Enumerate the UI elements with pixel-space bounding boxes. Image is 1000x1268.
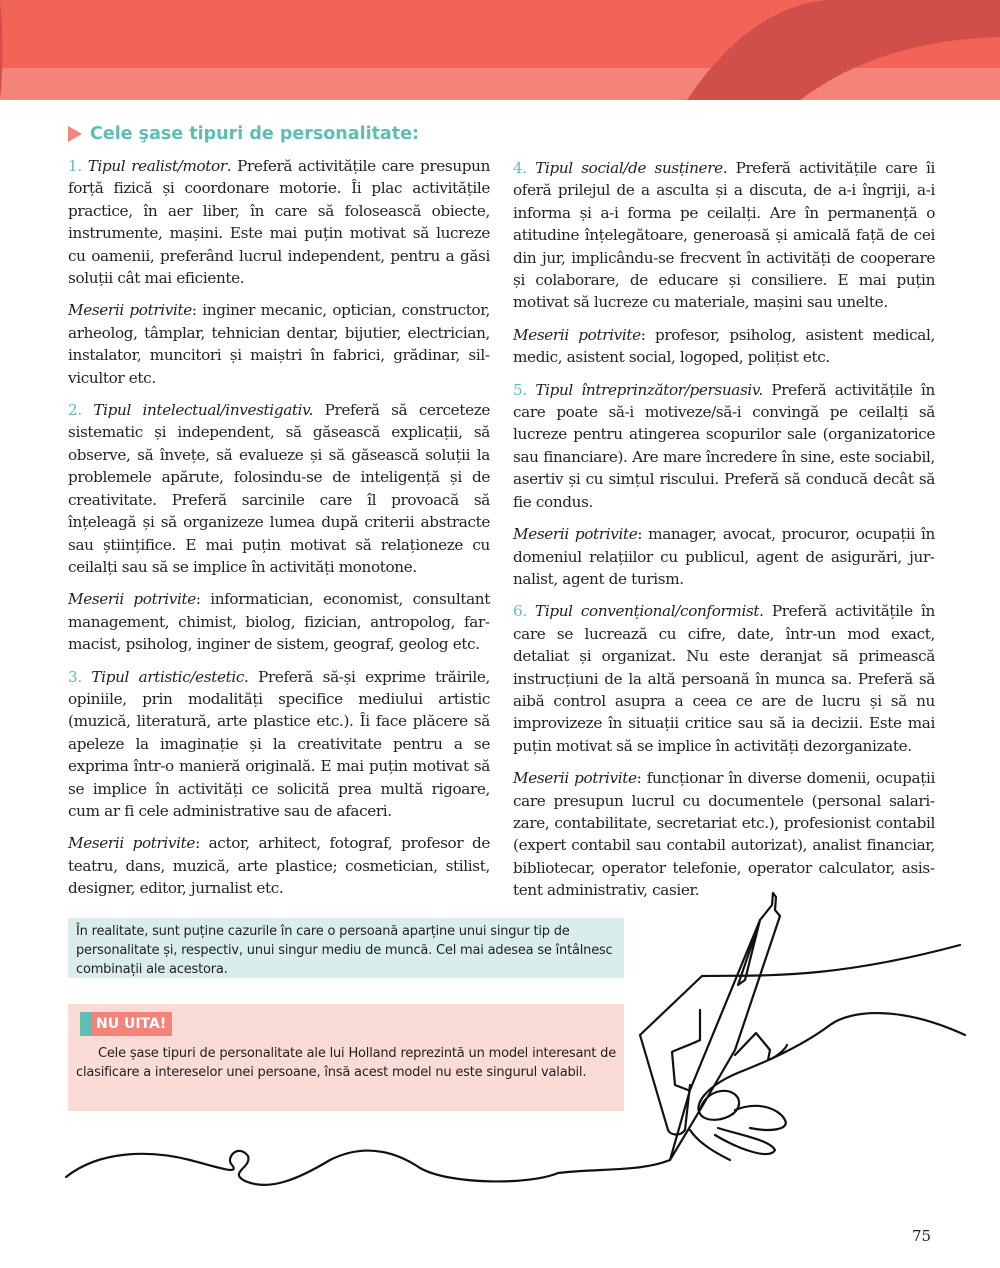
type-2-paragraph bbox=[68, 399, 490, 578]
jobs-list: : manager, avocat, procuror, ocupații în domeniul relațiilor cu publicul, agent de asigurări, jurnalist, agent de turism. bbox=[513, 525, 935, 588]
type-1-jobs bbox=[68, 299, 490, 389]
triangle-bullet-icon bbox=[68, 126, 82, 142]
jobs-list: : profesor, psiholog, asistent medical, medic, asistent social, logoped, polițist etc. bbox=[513, 325, 935, 367]
type-4-jobs bbox=[513, 324, 935, 369]
type-number: 2. bbox=[68, 401, 82, 420]
decorative-arc-banner bbox=[0, 0, 1000, 100]
type-name: Tipul întreprinzător/persuasiv. bbox=[535, 380, 763, 399]
hand-writing-pen-icon bbox=[0, 870, 1000, 1190]
type-name: Tipul convențional/conformist. bbox=[535, 602, 764, 621]
page-number: 75 bbox=[912, 1227, 932, 1245]
jobs-label: Meserii potrivite bbox=[68, 301, 192, 320]
jobs-list: : funcționar în diverse domenii, ocupații care presupun lucrul cu documentele (personal salarizare, contabilitate, secretariat etc.), profesionist contabil (expert contabil sau contabil autorizat), analist financiar, bibliotecar, operator telefonie, operator calculator, asistent administrativ, casier. bbox=[513, 769, 935, 900]
right-column bbox=[513, 157, 935, 912]
type-description: . Preferă activitățile care presupun forță fizică și coordonare motorie. Îi plac activitățile practice, în aer liber, în care să folosească obiecte, instrumente, mașini. Este mai puțin motivat să lucreze cu oamenii, preferând lucrul independent, pentru a găsi soluții cât mai eficiente. bbox=[68, 157, 490, 288]
type-number: 5. bbox=[513, 380, 527, 399]
jobs-list: : actor, arhitect, fotograf, profesor de teatru, dans, muzică, arte plastice; cosmetician, stilist, designer, editor, jurnalist etc. bbox=[68, 834, 490, 898]
section-title bbox=[68, 124, 419, 144]
type-2-jobs bbox=[68, 588, 490, 655]
page-header-banner bbox=[0, 0, 1000, 100]
reminder-text: Cele șase tipuri de personalitate ale lui Holland reprezintă un model interesant de clasificare a intereselor unei persoane, însă acest model nu este singurul valabil. bbox=[76, 1046, 616, 1080]
reminder-label-text: NU UITA! bbox=[92, 1012, 172, 1036]
type-name: Tipul social/de susținere. bbox=[535, 159, 728, 177]
jobs-label: Meserii potrivite bbox=[68, 834, 196, 853]
info-box-text: În realitate, sunt puține cazurile în care o persoană aparține unui singur tip de personalitate și, respectiv, unui singur mediu de muncă. Cel mai adesea se întâlnesc combinații ale acestora. bbox=[76, 924, 613, 977]
type-description: Preferă activitățile în care poate să-i motiveze/să-i convingă pe ceilalți să lucreze pentru atingerea scopurilor sale (organizatorice sau financiare). Are mare încredere în sine, este sociabil, asertiv și cu simțul riscului. Preferă să conducă decât să fie condus. bbox=[513, 380, 935, 511]
type-description: Preferă activitățile care îi oferă prilejul de a asculta și a discuta, de a-i îngriji, a-i informa și a-i forma pe ceilalți. Are în permanență o atitudine înțelegătoare, generoasă și amicală față de cei din jur, implicându-se frecvent în activități de cooperare și colaborare, de educare și consiliere. E mai puțin motivat să lucreze cu materiale, mașini sau unelte. bbox=[513, 159, 935, 312]
jobs-label: Meserii potrivite bbox=[513, 525, 638, 544]
left-column bbox=[68, 155, 490, 910]
type-description: Preferă activitățile în care se lucrează cu cifre, date, într-un mod exact, detaliat și organizat. Nu este deranjat să primească instrucțiuni de la altă persoană în munca sa. Preferă să aibă control asupra a ceea ce are de lucru și să nu improvizeze în situații critice sau să ia decizii. Este mai puțin motivat să se implice în activități dezorganizate. bbox=[513, 602, 935, 755]
type-description: Preferă să cerceteze sistematic și independent, să găsească explicații, să observe, să învețe, să evalueze și să găsească soluții la problemele apărute, folosindu-se de inteligență și de creativitate. Preferă sarcinile care îl provoacă să înțeleagă și să organizeze lumea după criterii abstracte sau științifice. E mai puțin motivat să relaționeze cu ceilalți sau să se implice în activități monotone. bbox=[68, 401, 490, 576]
type-6-paragraph bbox=[513, 600, 935, 757]
section-title-text: Cele şase tipuri de personalitate: bbox=[90, 124, 419, 144]
jobs-list: : inginer mecanic, optician, constructor, arheolog, tâmplar, tehnician dentar, bijutier, electrician, instalator, muncitori și maiștri în fabrici, grădinar, silvicultor etc. bbox=[68, 301, 490, 387]
type-3-paragraph bbox=[68, 666, 490, 823]
type-5-jobs bbox=[513, 523, 935, 590]
jobs-label: Meserii potrivite bbox=[68, 590, 196, 609]
type-1-paragraph bbox=[68, 155, 490, 289]
type-name: Tipul realist/motor bbox=[87, 157, 227, 175]
jobs-label: Meserii potrivite bbox=[513, 325, 641, 344]
type-name: Tipul intelectual/investigativ. bbox=[93, 401, 314, 420]
type-description: Preferă să-și exprime trăirile, opiniile, prin modalități specifice mediului artistic (muzică, literatură, arte plastice etc.). Îi face plăcere să apeleze la imaginație și la creativitate pentru a se exprima într-o manieră originală. E mai puțin motivat să se implice în activități ce solicită prea multă rigoare, cum ar fi cele administrative sau de afaceri. bbox=[68, 667, 490, 820]
jobs-list: : informatician, economist, consultant management, chimist, biolog, fizician, antropolog, farmacist, psiholog, inginer de sistem, geograf, geolog etc. bbox=[68, 590, 490, 654]
type-name: Tipul artistic/estetic. bbox=[91, 667, 249, 686]
type-4-paragraph bbox=[513, 157, 935, 314]
type-number: 4. bbox=[513, 159, 527, 177]
type-number: 6. bbox=[513, 602, 527, 621]
jobs-label: Meserii potrivite bbox=[513, 769, 637, 788]
type-number: 3. bbox=[68, 667, 82, 686]
type-number: 1. bbox=[68, 157, 82, 175]
type-5-paragraph bbox=[513, 379, 935, 513]
